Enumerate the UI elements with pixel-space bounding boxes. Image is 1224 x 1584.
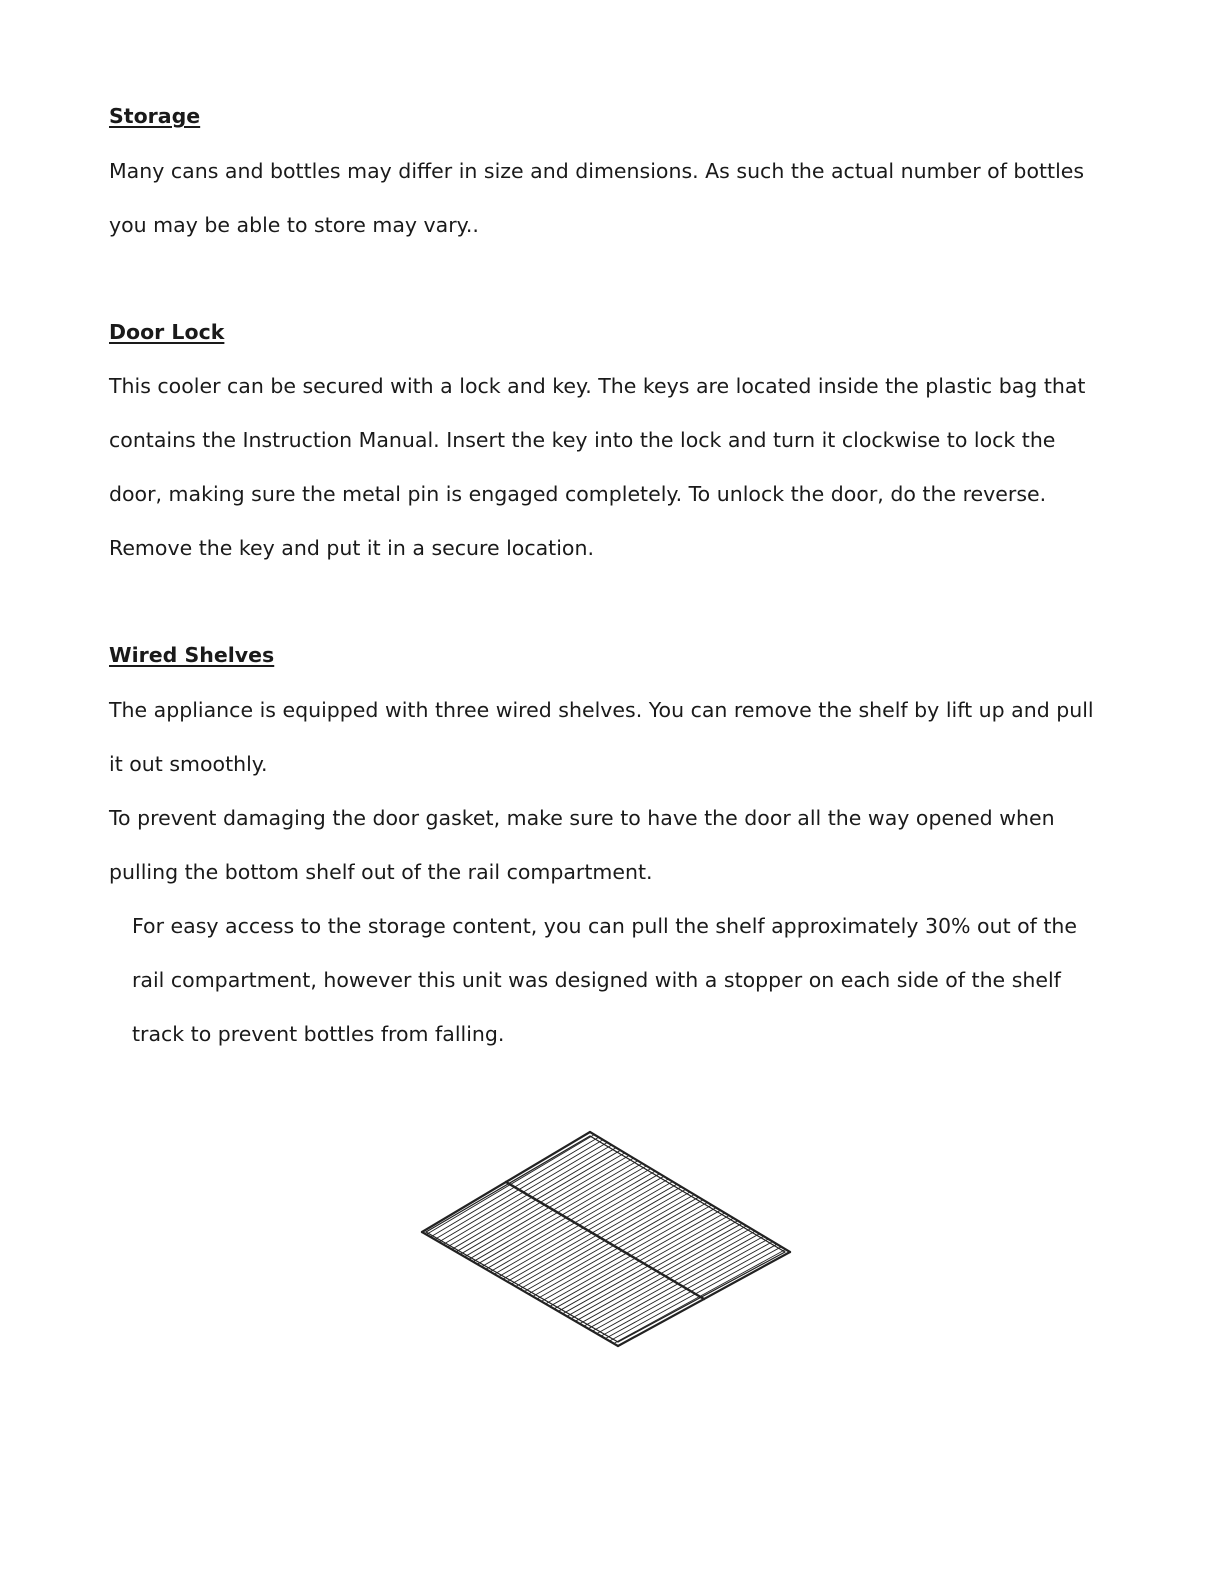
door-lock-line-3: door, making sure the metal pin is engaged completely. To unlock the door, do the reverse. [109, 482, 1047, 506]
storage-heading: Storage [109, 104, 201, 128]
wired-shelves-p3-line-3: track to prevent bottles from falling. [132, 1022, 505, 1046]
storage-line-1: Many cans and bottles may differ in size and dimensions. As such the actual number of bottles [109, 159, 1085, 183]
wired-shelves-heading: Wired Shelves [109, 643, 275, 667]
door-lock-line-1: This cooler can be secured with a lock and key. The keys are located inside the plastic bag that [109, 374, 1086, 398]
door-lock-line-4: Remove the key and put it in a secure location. [109, 536, 594, 560]
shelf-frame-edge [618, 1252, 790, 1346]
shelf-frame-edge [590, 1136, 785, 1252]
wired-shelves-paragraph-2 [109, 791, 1119, 899]
wire-shelf-figure [410, 1120, 800, 1355]
wire-shelf-illustration-icon [410, 1120, 800, 1355]
wired-shelves-p1-line-2: it out smoothly. [109, 752, 268, 776]
wired-shelves-paragraph-3 [132, 899, 1122, 1061]
wired-shelves-p2-line-2: pulling the bottom shelf out of the rail compartment. [109, 860, 653, 884]
door-lock-paragraph [109, 359, 1119, 575]
wired-shelves-p2-line-1: To prevent damaging the door gasket, make sure to have the door all the way opened when [109, 806, 1055, 830]
wired-shelves-paragraph-1 [109, 683, 1119, 791]
wired-shelves-p3-line-1: For easy access to the storage content, you can pull the shelf approximately 30% out of the [132, 914, 1078, 938]
wired-shelves-p3-line-2: rail compartment, however this unit was designed with a stopper on each side of the shelf [132, 968, 1061, 992]
wired-shelves-p1-line-1: The appliance is equipped with three wired shelves. You can remove the shelf by lift up and pull [109, 698, 1094, 722]
door-lock-line-2: contains the Instruction Manual. Insert the key into the lock and turn it clockwise to lock the [109, 428, 1056, 452]
storage-paragraph [109, 144, 1119, 252]
storage-line-2: you may be able to store may vary.. [109, 213, 479, 237]
door-lock-heading: Door Lock [109, 320, 225, 344]
